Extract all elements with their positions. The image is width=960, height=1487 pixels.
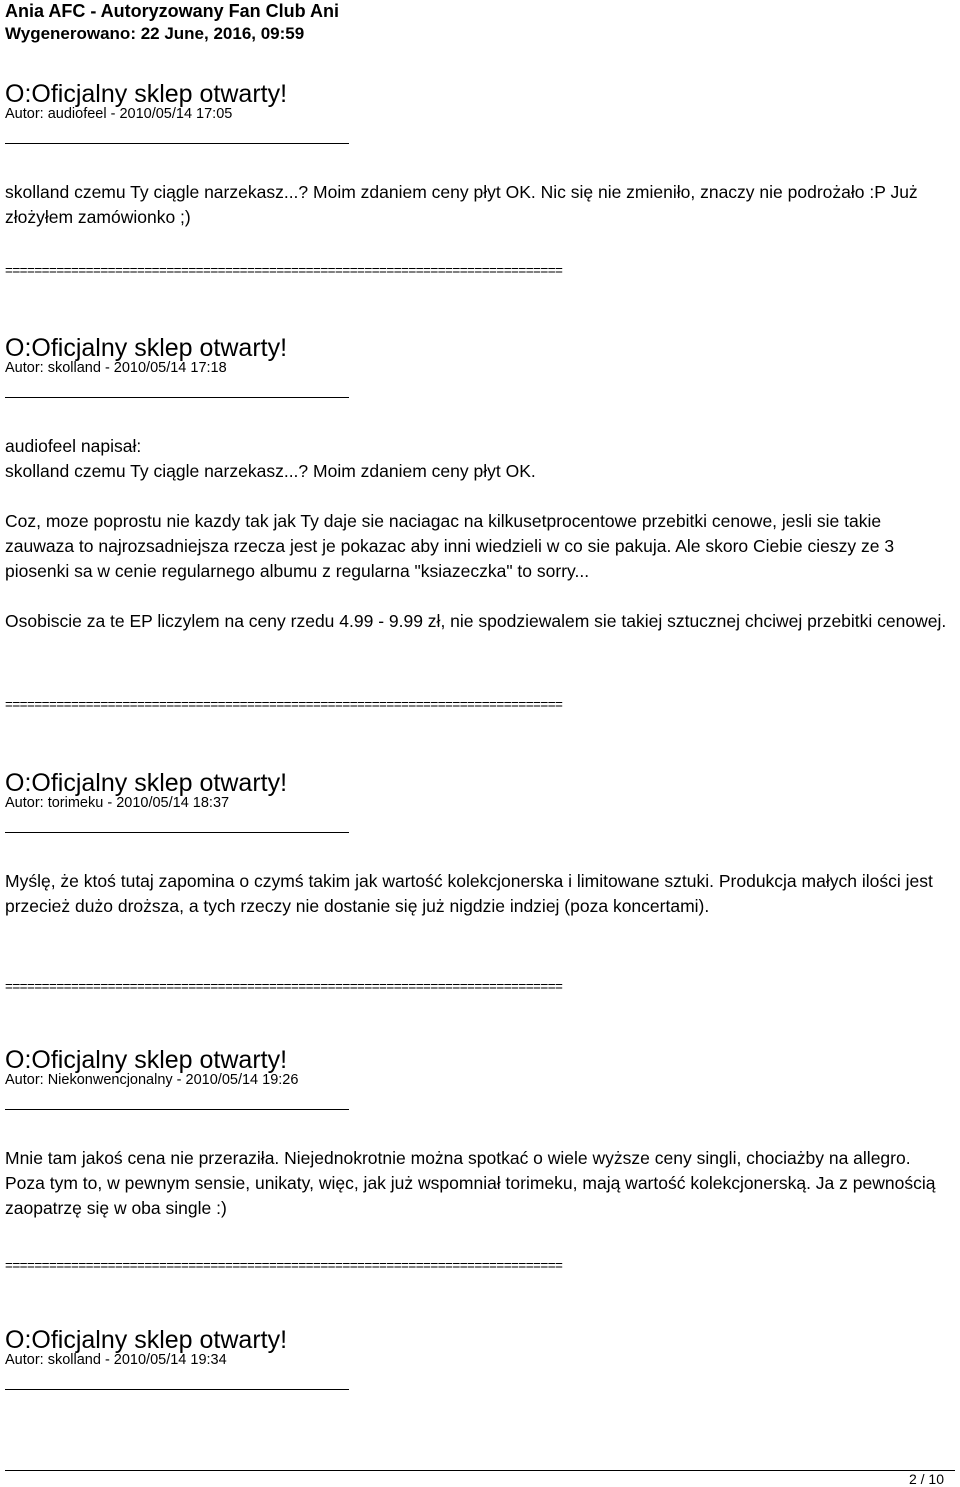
forum-post <box>5 334 955 634</box>
site-title: Ania AFC - Autoryzowany Fan Club Ani <box>5 1 339 21</box>
post-body <box>5 180 955 230</box>
post-title: O:Oficjalny sklep otwarty! <box>5 80 288 108</box>
post-paragraph: Coz, moze poprostu nie kazdy tak jak Ty daje sie naciagac na kilkusetprocentowe przebitki cenowe, jesli sie takie zauwaza to najrozsadniejsza rzecza jest je pokazac aby inni wiedzieli w co sie pakuja. Ale skoro Ciebie cieszy ze 3 piosenki sa w cenie regularnego albumu z regularna "ksiazeczka" to sorry... <box>5 511 895 581</box>
post-paragraph: Mnie tam jakoś cena nie przeraziła. Niejednokrotnie można spotkać o wiele wyższe ceny singli, chociażby na allegro. Poza tym to, w pewnym sensie, unikaty, więc, jak już wspomniał torimeku, mają wartość kolekcjonerską. Ja z pewnością zaopatrzę się w oba single :) <box>5 1148 936 1218</box>
post-author: Autor: skolland - 2010/05/14 19:34 <box>5 1352 227 1368</box>
post-separator: ============================================================================ <box>5 1259 563 1273</box>
quote-author: audiofeel napisał: <box>5 436 142 456</box>
post-separator: ============================================================================ <box>5 698 563 712</box>
author-divider <box>5 1109 349 1110</box>
post-paragraph: Osobiscie za te EP liczylem na ceny rzedu 4.99 - 9.99 zł, nie spodziewalem sie takiej sztucznej chciwej przebitki cenowej. <box>5 611 947 631</box>
author-divider <box>5 1389 349 1390</box>
author-divider <box>5 832 349 833</box>
post-paragraph: skolland czemu Ty ciągle narzekasz...? Moim zdaniem ceny płyt OK. Nic się nie zmieniło, znaczy nie podrożało :P Już złożyłem zamówionko ;) <box>5 182 918 227</box>
forum-post <box>5 1046 955 1221</box>
post-author: Autor: torimeku - 2010/05/14 18:37 <box>5 795 230 811</box>
quote-text: skolland czemu Ty ciągle narzekasz...? Moim zdaniem ceny płyt OK. <box>5 461 536 481</box>
post-author: Autor: audiofeel - 2010/05/14 17:05 <box>5 106 233 122</box>
author-divider <box>5 143 349 144</box>
generated-date: Wygenerowano: 22 June, 2016, 09:59 <box>5 24 305 43</box>
post-title: O:Oficjalny sklep otwarty! <box>5 769 288 797</box>
post-body <box>5 1146 955 1221</box>
page-number: 2 / 10 <box>908 1471 944 1487</box>
page-header <box>5 0 339 45</box>
paragraph-gap <box>5 584 955 609</box>
post-body <box>5 869 955 919</box>
post-title: O:Oficjalny sklep otwarty! <box>5 1326 288 1354</box>
post-title: O:Oficjalny sklep otwarty! <box>5 334 288 362</box>
forum-post <box>5 769 955 919</box>
post-author: Autor: skolland - 2010/05/14 17:18 <box>5 360 227 376</box>
forum-post <box>5 80 955 230</box>
post-separator: ============================================================================ <box>5 264 563 278</box>
author-divider <box>5 397 349 398</box>
post-title: O:Oficjalny sklep otwarty! <box>5 1046 288 1074</box>
paragraph-gap <box>5 484 955 509</box>
footer-divider <box>5 1470 955 1471</box>
post-separator: ============================================================================ <box>5 980 563 994</box>
post-body <box>5 434 955 634</box>
post-paragraph: Myślę, że ktoś tutaj zapomina o czymś takim jak wartość kolekcjonerska i limitowane sztuki. Produkcja małych ilości jest przecież dużo droższa, a tych rzeczy nie dostanie się już nigdzie indziej (poza koncertami). <box>5 871 933 916</box>
forum-post <box>5 1326 955 1390</box>
post-author: Autor: Niekonwencjonalny - 2010/05/14 19:26 <box>5 1072 299 1088</box>
